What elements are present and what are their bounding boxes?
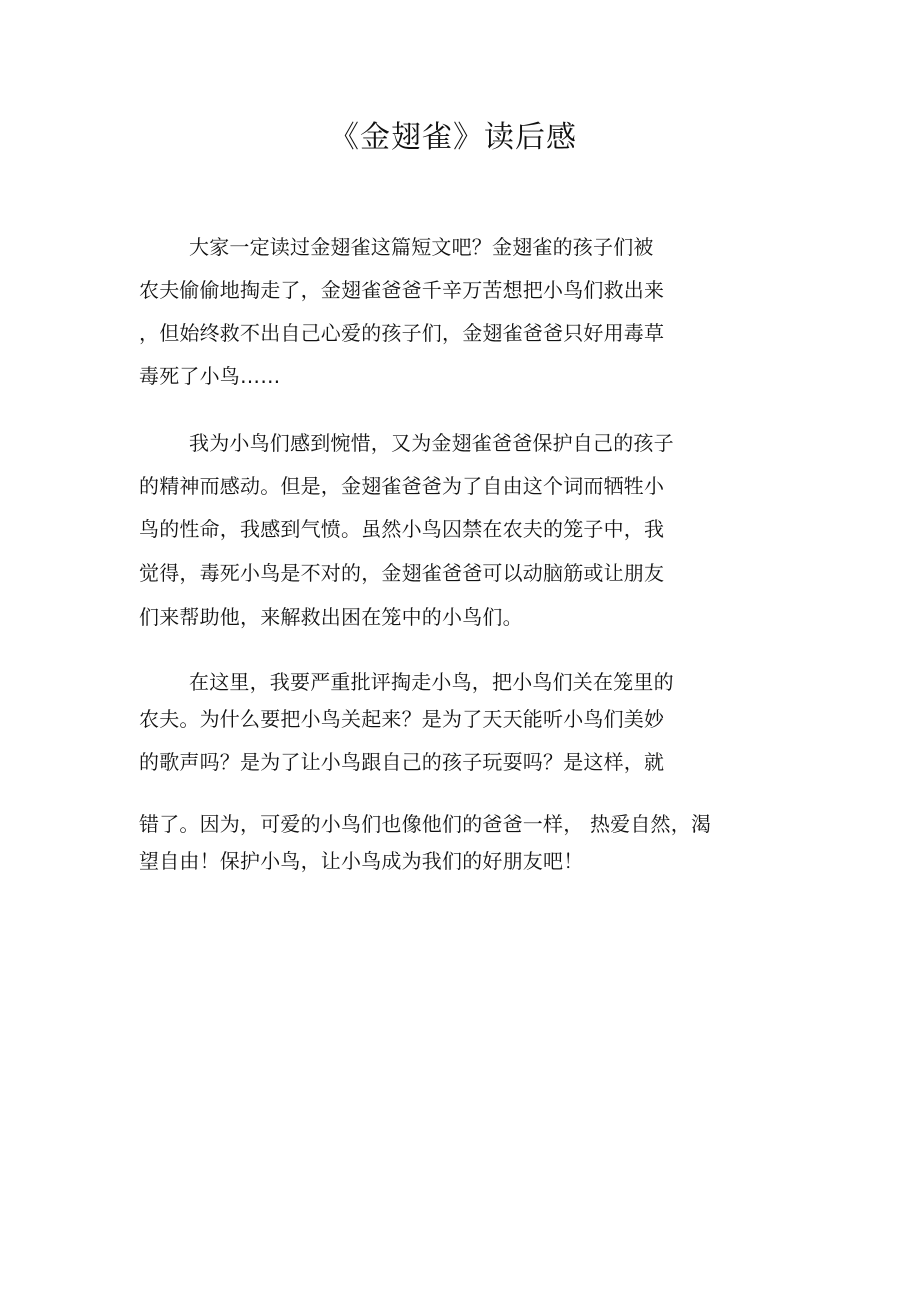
paragraph-1-line-3: ，但始终救不出自己心爱的孩子们，金翅雀爸爸只好用毒草 <box>139 321 665 345</box>
paragraph-2-line-5: 们来帮助他，来解救出困在笼中的小鸟们。 <box>139 605 523 629</box>
paragraph-1-line-4: 毒死了小鸟…… <box>139 364 281 388</box>
document-title: 《金翅雀》读后感 <box>329 120 577 155</box>
paragraph-3-line-1: 在这里，我要严重批评掏走小鸟，把小鸟们关在笼里的 <box>189 670 674 694</box>
paragraph-4-line-1: 错了。因为，可爱的小鸟们也像他们的爸爸一样， 热爱自然，渴 <box>139 812 712 836</box>
paragraph-1-line-2: 农夫偷偷地掏走了，金翅雀爸爸千辛万苦想把小鸟们救出来 <box>139 278 665 302</box>
paragraph-2-line-2: 的精神而感动。但是，金翅雀爸爸为了自由这个词而牺牲小 <box>139 474 665 498</box>
paragraph-3-line-3: 的歌声吗？是为了让小鸟跟自己的孩子玩耍吗？是这样，就 <box>139 750 665 774</box>
paragraph-1-line-1: 大家一定读过金翅雀这篇短文吧？金翅雀的孩子们被 <box>189 235 654 259</box>
paragraph-4-line-2: 望自由！保护小鸟，让小鸟成为我们的好朋友吧！ <box>139 849 584 873</box>
paragraph-2-line-1: 我为小鸟们感到惋惜，又为金翅雀爸爸保护自己的孩子 <box>189 431 674 455</box>
paragraph-2-line-4: 觉得，毒死小鸟是不对的，金翅雀爸爸可以动脑筋或让朋友 <box>139 561 665 585</box>
paragraph-2-line-3: 鸟的性命，我感到气愤。虽然小鸟囚禁在农夫的笼子中，我 <box>139 517 665 541</box>
paragraph-3-line-2: 农夫。为什么要把小鸟关起来？是为了天天能听小鸟们美妙 <box>139 707 665 731</box>
